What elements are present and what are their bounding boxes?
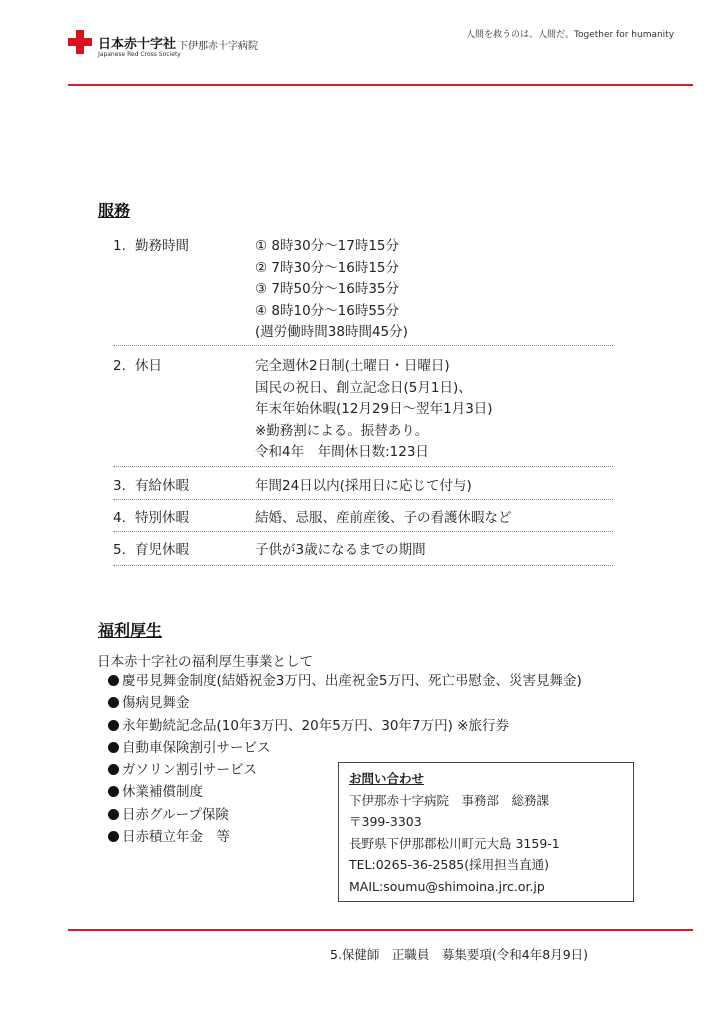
org-name-en: Japanese Red Cross Society [98, 51, 181, 58]
row-line: (週労働時間38時間45分) [255, 324, 408, 340]
row-line: 国民の祝日、創立記念日(5月1日)、 [255, 379, 472, 396]
row-label: 育児休暇 [135, 542, 189, 558]
bullet-icon [108, 831, 119, 842]
row-label: 休日 [135, 358, 162, 374]
row-line: ③ 7時50分～16時35分 [255, 281, 400, 297]
bullet-icon [108, 764, 119, 775]
row-line: 年末年始休暇(12月29日～翌年1月3日) [255, 401, 493, 417]
row-label: 勤務時間 [135, 238, 189, 254]
org-name-jp: 日本赤十字社 [98, 37, 177, 52]
row-line: 完全週休2日制(土曜日・日曜日) [255, 358, 450, 374]
row-content [255, 476, 615, 498]
contact-address: 長野県下伊那郡松川町元大島 3159-1 [349, 835, 560, 851]
contact-postal: 〒399-3303 [349, 814, 422, 829]
bullet-icon [108, 720, 119, 731]
row-number: 2. [113, 358, 126, 374]
bullet-icon [108, 675, 119, 686]
row-label: 特別休暇 [135, 510, 189, 526]
red-cross-icon [68, 30, 92, 54]
row-number: 5. [113, 542, 126, 558]
row-line: 子供が3歳になるまでの期間 [255, 542, 426, 558]
service-row-paid-leave [113, 476, 613, 500]
service-row-holidays [113, 356, 613, 467]
contact-box [338, 762, 634, 902]
row-number: 3. [113, 478, 126, 494]
service-title: 服務 [98, 201, 131, 220]
row-line: ④ 8時10分～16時55分 [255, 302, 400, 319]
bullet-icon [108, 742, 119, 753]
list-item: ガソリン割引サービス [108, 759, 582, 781]
header-divider [68, 84, 693, 86]
bullet-icon [108, 809, 119, 820]
row-number: 1. [113, 238, 126, 254]
footer-divider [68, 929, 693, 931]
list-item: 慶弔見舞金制度(結婚祝金3万円、出産祝金5万円、死亡弔慰金、災害見舞金) [108, 670, 582, 692]
bullet-icon [108, 786, 119, 797]
row-content [255, 236, 615, 344]
row-line: 令和4年 年間休日数:123日 [255, 444, 429, 460]
row-line: 結婚、忌服、産前産後、子の看護休暇など [255, 510, 512, 526]
welfare-title: 福利厚生 [98, 621, 163, 640]
list-item: 日赤グループ保険 [108, 804, 582, 826]
hospital-name: 下伊那赤十字病院 [178, 41, 258, 52]
contact-tel: TEL:0265-36-2585(採用担当直通) [349, 857, 550, 872]
row-label: 有給休暇 [135, 478, 189, 494]
row-line: ② 7時30分～16時15分 [255, 259, 400, 276]
list-item: 傷病見舞金 [108, 692, 582, 714]
list-item: 永年勤続記念品(10年3万円、20年5万円、30年7万円) ※旅行券 [108, 715, 582, 737]
list-item: 日赤積立年金 等 [108, 826, 582, 848]
row-line: ※勤務割による。振替あり。 [255, 422, 429, 439]
contact-dept: 下伊那赤十字病院 事務部 総務課 [349, 792, 550, 808]
footer-text: 5.保健師 正職員 募集要項(令和4年8月9日) [330, 947, 589, 962]
row-line: 年間24日以内(採用日に応じて付与) [255, 478, 472, 494]
row-content [255, 508, 615, 530]
row-line: ① 8時30分～17時15分 [255, 238, 400, 254]
service-row-childcare-leave [113, 540, 613, 566]
row-content [255, 540, 615, 562]
contact-mail: MAIL:soumu@shimoina.jrc.or.jp [349, 878, 545, 894]
service-row-special-leave [113, 508, 613, 532]
row-content [255, 356, 615, 464]
list-item: 自動車保険割引サービス [108, 737, 582, 759]
page-header [0, 0, 724, 90]
contact-title: お問い合わせ [349, 771, 425, 786]
service-row-working-hours [113, 236, 613, 346]
tagline: 人間を救うのは、人間だ。Together for humanity [466, 30, 675, 40]
welfare-intro: 日本赤十字社の福利厚生事業として [97, 654, 313, 670]
list-item: 休業補償制度 [108, 781, 582, 803]
bullet-icon [108, 697, 119, 708]
row-number: 4. [113, 510, 126, 526]
